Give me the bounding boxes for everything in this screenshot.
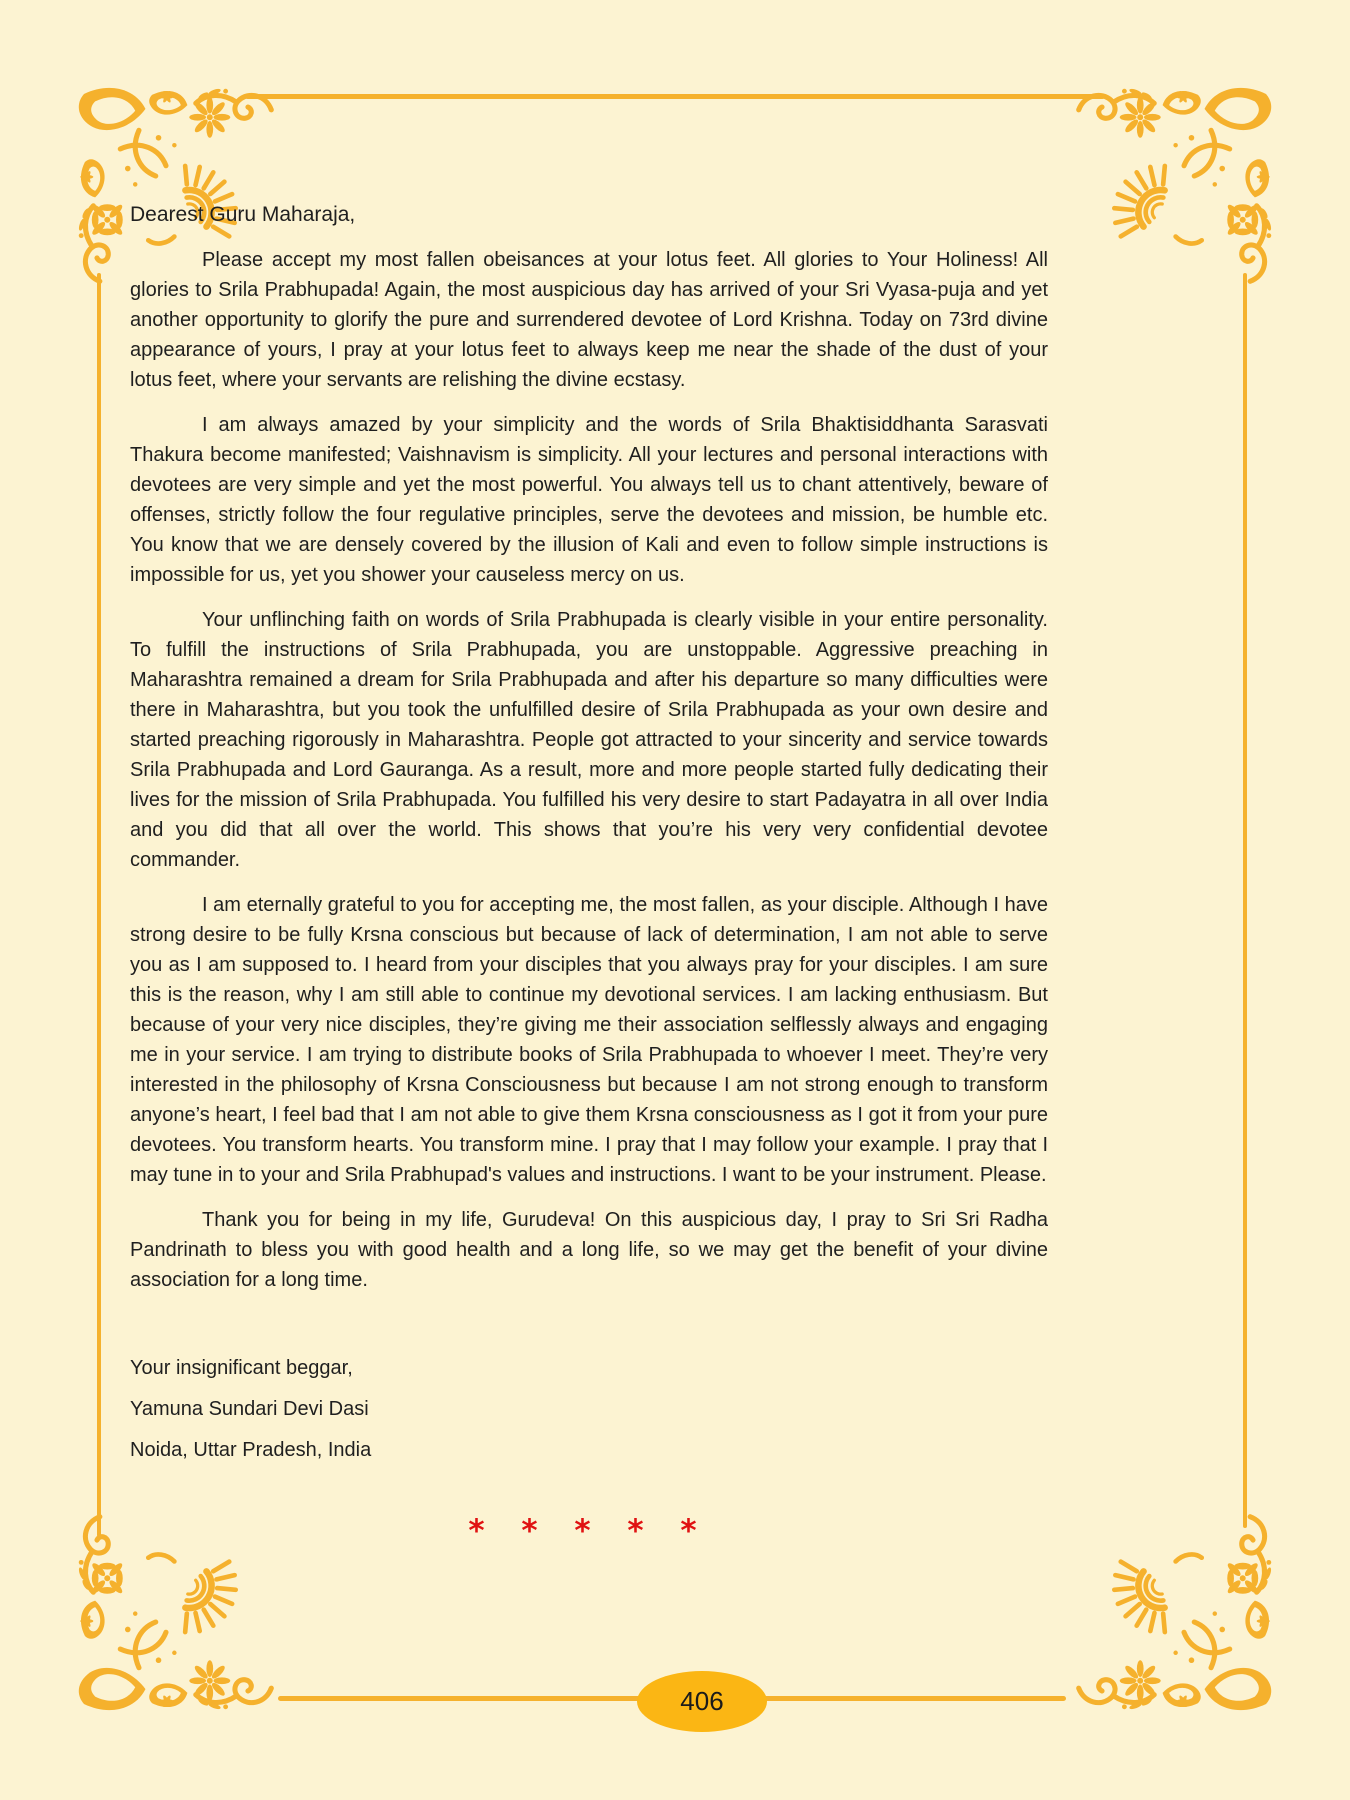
letter-paragraph: Please accept my most fallen obeisances at your lotus feet. All glories to Your Holiness! All glories to Srila Prabhupada! Again, the most auspicious day has arrived of your Sri Vyasa-puja and yet another opportunity to glorify the pure and surrendered devotee of Lord Krishna. Today on 73rd divine appearance of yours, I pray at your lotus feet to always keep me near the shade of the dust of your lotus feet, where your servants are relishing the divine ecstasy.	[130, 249, 1048, 391]
floral-corner-ornament-top-right	[1075, 80, 1280, 285]
letter-body	[130, 200, 1048, 1549]
page-number-badge	[637, 1671, 767, 1732]
border-line-top	[245, 94, 1105, 99]
letter-paragraph: I am always amazed by your simplicity and the words of Srila Bhaktisiddhanta Sarasvati Thakura become manifested; Vaishnavism is simplicity. All your lectures and personal interactions with devotees are very simple and yet the most powerful. You always tell us to chant attentively, beware of offenses, strictly follow the four regulative principles, serve the devotees and mission, be humble etc. You know that we are densely covered by the illusion of Kali and even to follow simple instructions is impossible for us, yet you shower your causeless mercy on us.	[130, 414, 1048, 586]
letter-paragraph: I am eternally grateful to you for accepting me, the most fallen, as your disciple. Although I have strong desire to be fully Krsna conscious but because of lack of determination, I am not able to serve you as I am supposed to. I heard from your disciples that you always pray for your disciples. I am sure this is the reason, why I am still able to continue my devotional services. I am lacking enthusiasm. But because of your very nice disciples, they’re giving me their association selflessly always and engaging me in your service. I am trying to distribute books of Srila Prabhupada to whoever I meet. They’re very interested in the philosophy of Krsna Consciousness but because I am not strong enough to transform anyone’s heart, I feel bad that I am not able to give them Krsna consciousness as I got it from your pure devotees. You transform hearts. You transform mine. I pray that I may follow your example. I pray that I may tune in to your and Srila Prabhupad's values and instructions. I want to be your instrument. Please.	[130, 894, 1048, 1186]
closing-line: Your insignificant beggar,	[130, 1357, 353, 1379]
border-line-right	[1243, 273, 1247, 1528]
floral-ornament-icon	[1075, 80, 1280, 285]
letter-paragraphs	[130, 245, 1048, 1295]
closing-line: Noida, Uttar Pradesh, India	[130, 1439, 372, 1461]
border-line-left	[97, 273, 101, 1537]
closing-line: Yamuna Sundari Devi Dasi	[130, 1398, 369, 1420]
floral-ornament-icon	[1075, 1513, 1280, 1718]
floral-corner-ornament-bottom-right	[1075, 1513, 1280, 1718]
separator-asterisks: * * * * *	[468, 1513, 710, 1549]
letter-paragraph: Thank you for being in my life, Gurudeva! On this auspicious day, I pray to Sri Sri Radha Pandrinath to bless you with good health and a long life, so we may get the benefit of your divine association for a long time.	[130, 1209, 1048, 1291]
page-number: 406	[680, 1686, 724, 1716]
letter-paragraph: Your unflinching faith on words of Srila Prabhupada is clearly visible in your entire personality. To fulfill the instructions of Srila Prabhupada, you are unstoppable. Aggressive preaching in Maharashtra remained a dream for Srila Prabhupada and after his departure so many difficulties were there in Maharashtra, but you took the unfulfilled desire of Srila Prabhupada as your own desire and started preaching rigorously in Maharashtra. People got attracted to your sincerity and service towards Srila Prabhupada and Lord Gauranga. As a result, more and more people started fully dedicating their lives for the mission of Srila Prabhupada. You fulfilled his very desire to start Padayatra in all over India and you did that all over the world. This shows that you’re his very very confidential devotee commander.	[130, 609, 1048, 871]
letter-closing	[130, 1353, 1048, 1465]
salutation: Dearest Guru Maharaja,	[130, 203, 356, 226]
